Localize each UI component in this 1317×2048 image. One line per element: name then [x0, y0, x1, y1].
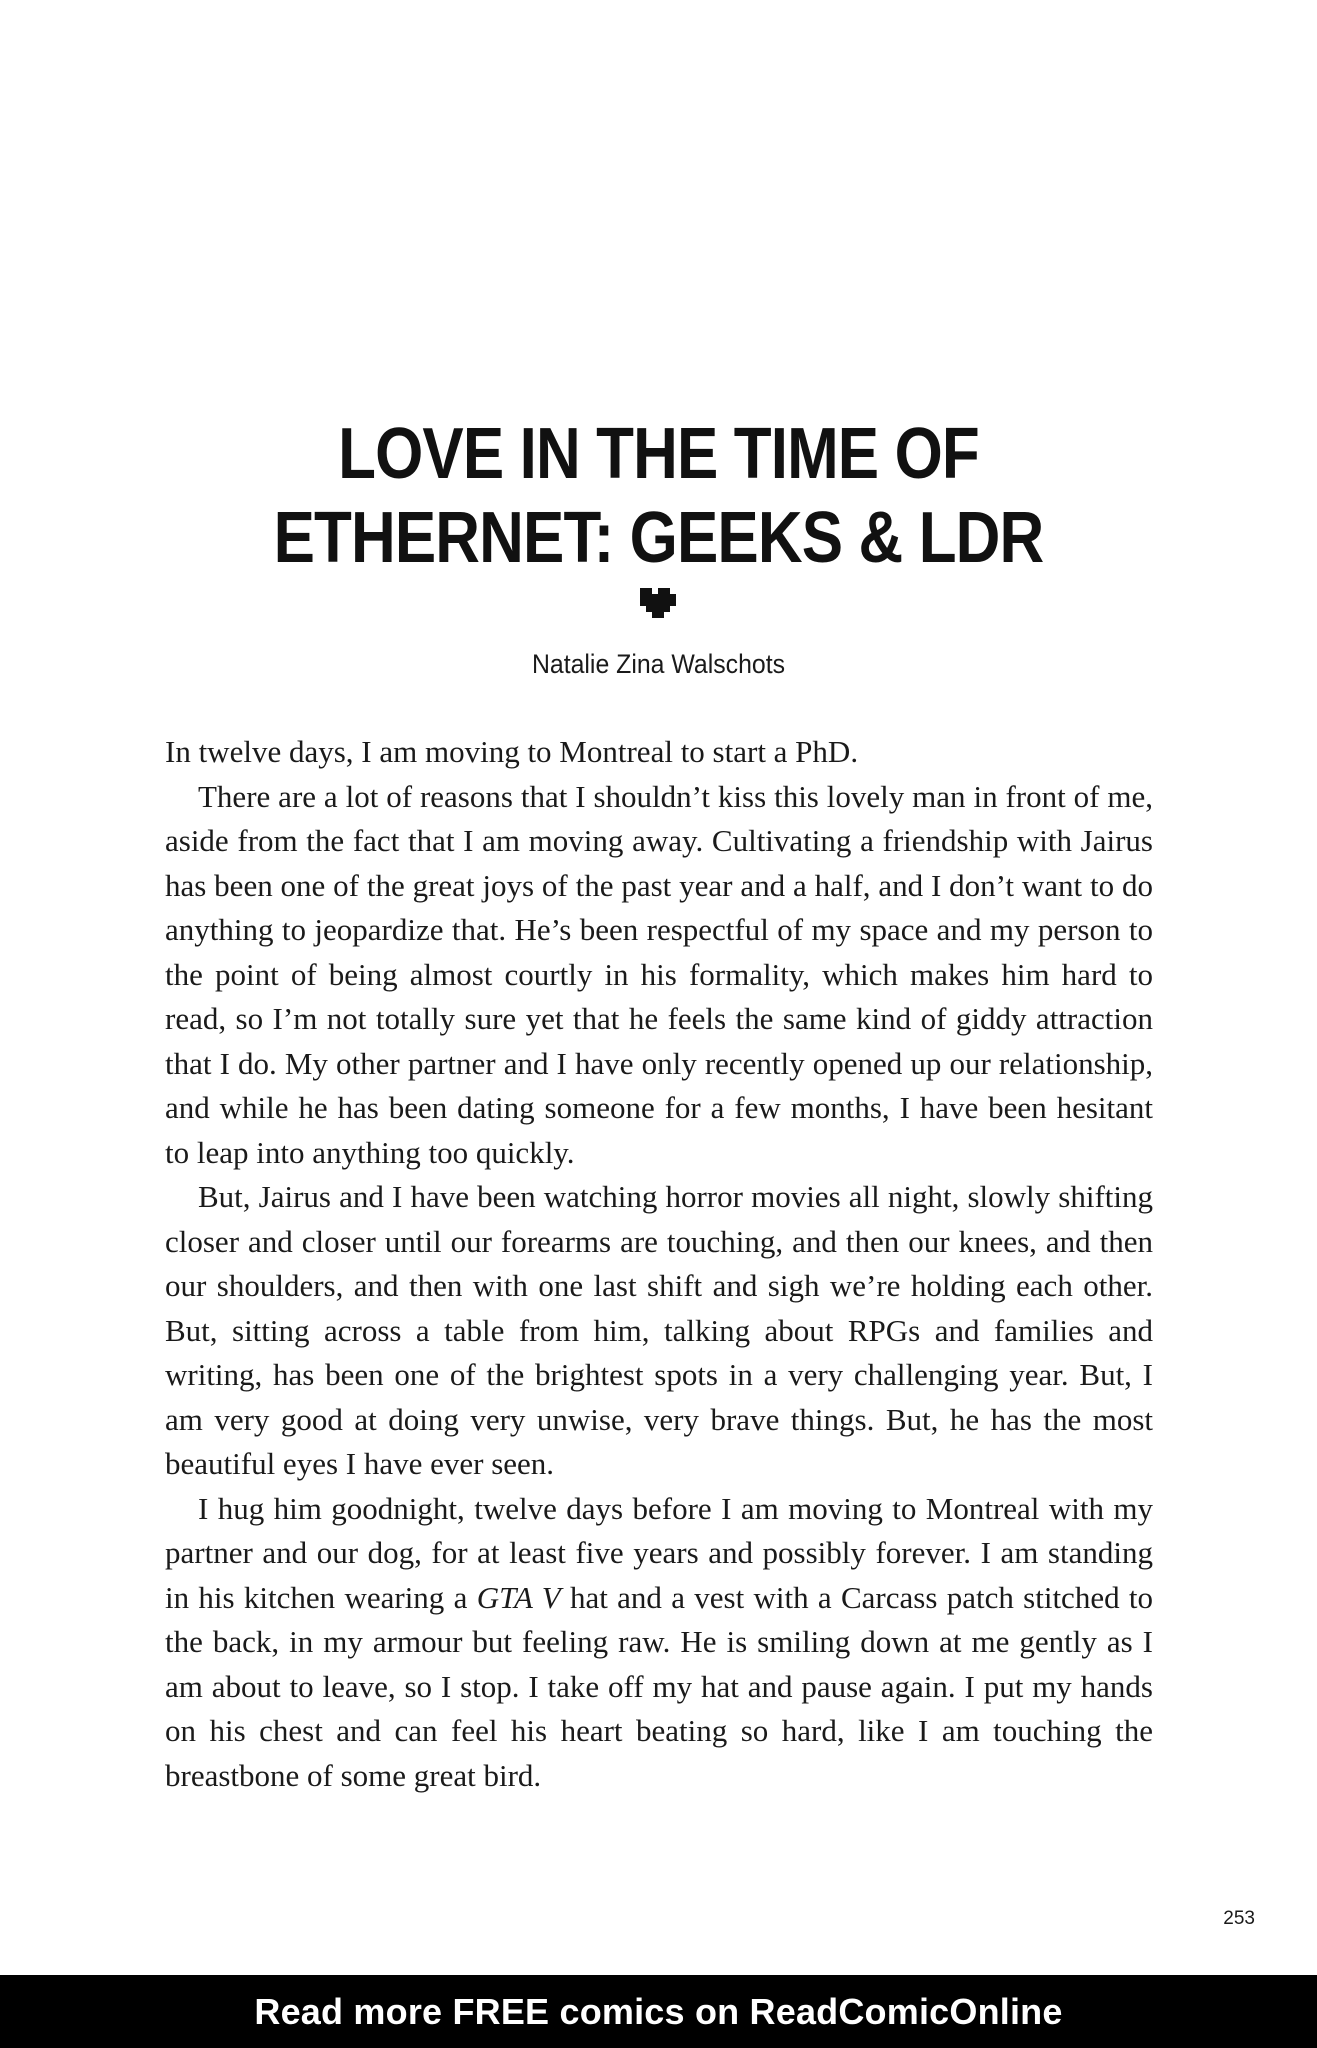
promo-banner-link[interactable]: Read more FREE comics on ReadComicOnline [254, 1990, 1063, 2032]
paragraph-3: But, Jairus and I have been watching horror movies all night, slowly shifting closer and closer until our forearms are touching, and then our knees, and then our shoulders, and then with one last shift and sigh we’re holding each other. But, sitting across a table from him, talking about RPGs and families and writing, has been one of the brightest spots in a very challenging year. But, I am very good at doing very unwise, very brave things. But, he has the most beautiful eyes I have ever seen. [165, 1179, 1153, 1481]
promo-banner [0, 1975, 1317, 2048]
chapter-title [92, 412, 1225, 580]
page-number: 253 [1223, 1908, 1255, 1929]
author-name: Natalie Zina Walschots [531, 649, 786, 679]
chapter-title-line-2: ETHERNET: GEEKS & LDR [273, 498, 1044, 578]
chapter-body [165, 730, 1153, 1798]
paragraph-4-text-a: I hug him goodnight, twelve days before I am moving to Montreal with my partner and our dog, for at least five years and possibly forever. I am standing in his kitchen wearing a [165, 1490, 1153, 1615]
game-title-italic: GTA V [476, 1579, 561, 1615]
paragraph-1: In twelve days, I am moving to Montreal to start a PhD. [165, 734, 859, 769]
paragraph-2: There are a lot of reasons that I shouldn’t kiss this lovely man in front of me, aside from the fact that I am moving away. Cultivating a friendship with Jairus has been one of the great joys of the past year and a half, and I don’t want to do anything to jeopardize that. He’s been respectful of my space and my person to the point of being almost courtly in his formality, which makes him hard to read, so I’m not totally sure yet that he feels the same kind of giddy attraction that I do. My other partner and I have only recently opened up our relationship, and while he has been dating someone for a few months, I have been hesitant to leap into anything too quickly. [165, 778, 1153, 1170]
chapter-title-line-1: LOVE IN THE TIME OF [338, 414, 979, 494]
paragraph-4-text-b: hat and a vest with a Carcass patch stitched to the back, in my armour but feeling raw. He is smiling down at me gently as I am about to leave, so I stop. I take off my hat and pause again. I put my hands on his chest and can feel his heart beating so hard, like I am touching the breastbone of some great bird. [165, 1579, 1153, 1793]
paragraph-4 [165, 1487, 1153, 1799]
heart-icon [640, 588, 676, 618]
